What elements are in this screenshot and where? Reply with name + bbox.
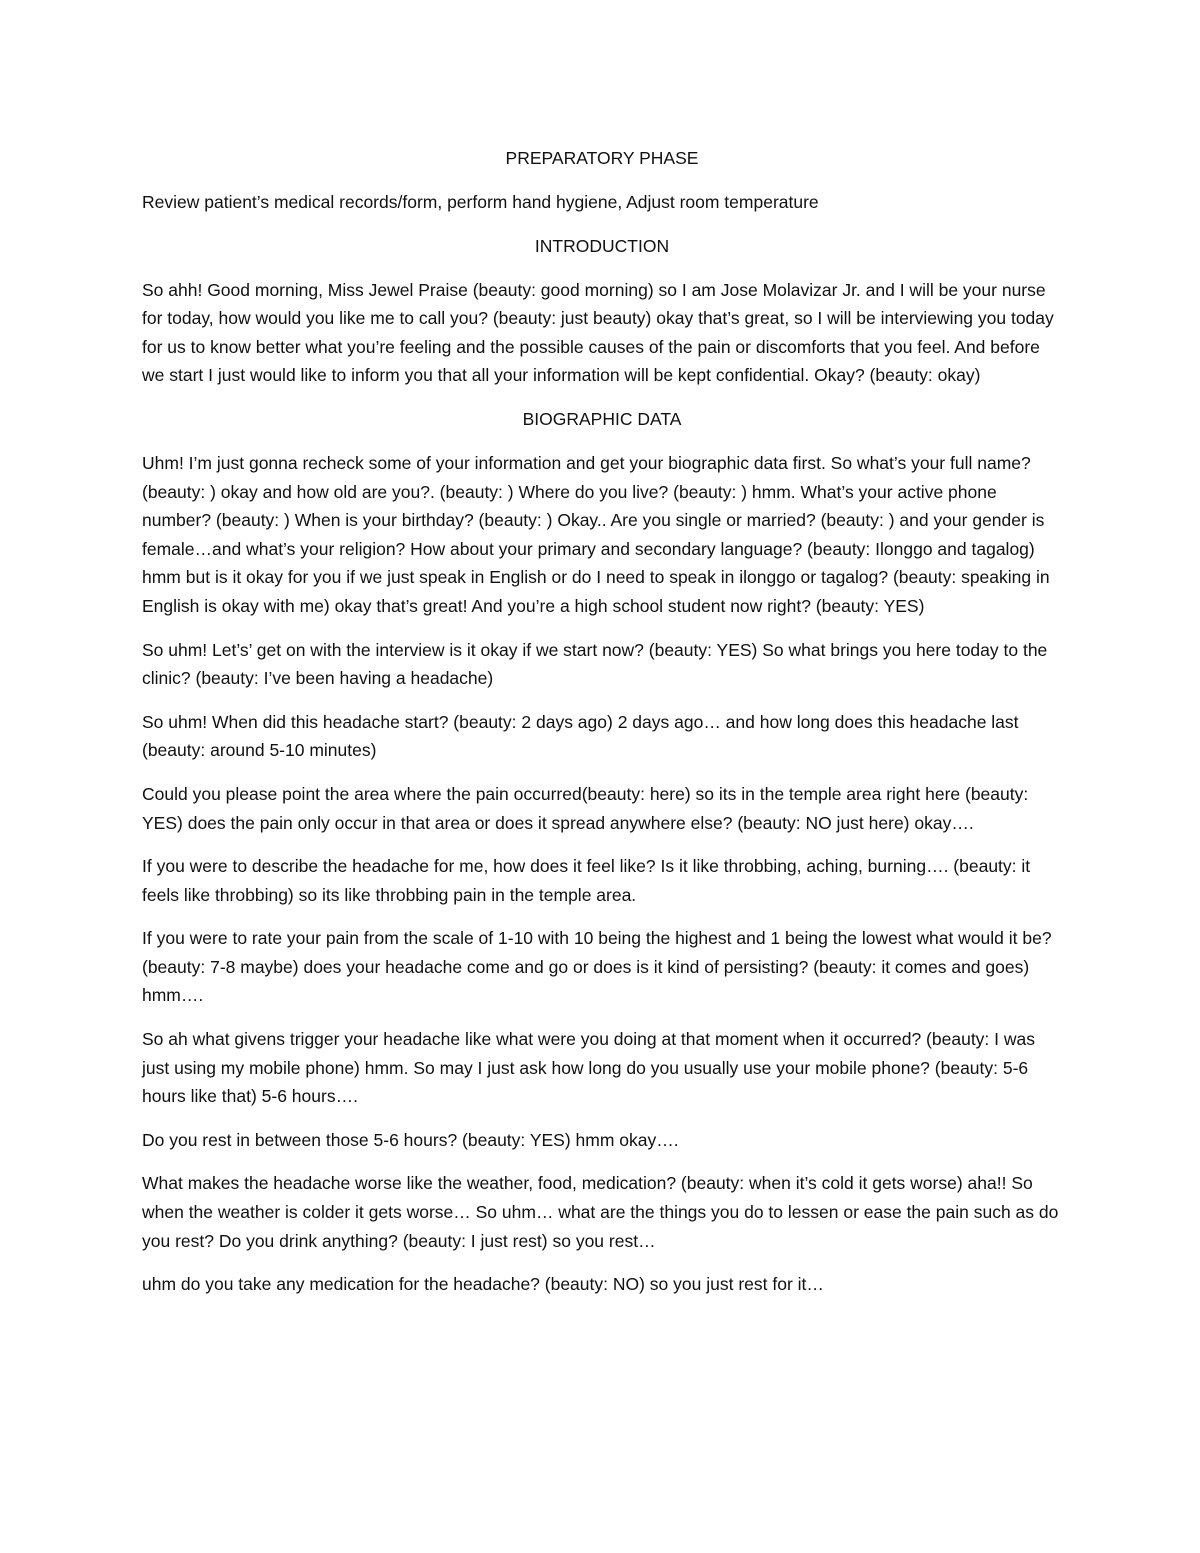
paragraph-medication: uhm do you take any medication for the headache? (beauty: NO) so you just rest for it… bbox=[142, 1274, 824, 1295]
heading-introduction: INTRODUCTION bbox=[534, 235, 670, 256]
heading-biographic-data: BIOGRAPHIC DATA bbox=[522, 408, 682, 429]
paragraph-biographic-data: Uhm! I’m just gonna recheck some of your information and get your biographic data first. So what’s your full name? (beauty: ) okay and how old are you?. (beauty: ) Where do you live? (beauty: ) hmm. What’s your active phone number? (beauty: ) When is your birthday? (beauty: ) Okay.. Are you single or married? (beauty: ) and your gender is female…and what’s your religion? How about your primary and secondary language? (beauty: Ilonggo and tagalog) hmm but is it okay for you if we just speak in English or do I need to speak in ilonggo or tagalog? (beauty: speaking in English is okay with me) okay that’s great! And you’re a high school student now right? (beauty: YES) bbox=[142, 452, 1050, 616]
paragraph-onset-duration: So uhm! When did this headache start? (beauty: 2 days ago) 2 days ago… and how long does this headache last (beauty: around 5-10 minutes) bbox=[142, 711, 1019, 761]
paragraph-aggravating-relieving: What makes the headache worse like the weather, food, medication? (beauty: when it’s cold it gets worse) aha!! So when the weather is colder it gets worse… So uhm… what are the things you do to lessen or ease the pain such as do you rest? Do you drink anything? (beauty: I just rest) so you rest… bbox=[142, 1173, 1059, 1251]
paragraph-severity: If you were to rate your pain from the scale of 1-10 with 10 being the highest and 1 being the lowest what would it be? (beauty: 7-8 maybe) does your headache come and go or does is it kind of persisting? (beauty: it comes and goes) hmm…. bbox=[142, 928, 1052, 1006]
paragraph-quality: If you were to describe the headache for me, how does it feel like? Is it like throbbing, aching, burning…. (beauty: it feels like throbbing) so its like throbbing pain in the temple area. bbox=[142, 856, 1031, 905]
paragraph-trigger: So ah what givens trigger your headache like what were you doing at that moment when it occurred? (beauty: I was just using my mobile phone) hmm. So may I just ask how long do you usually use your mobile phone? (beauty: 5-6 hours like that) 5-6 hours…. bbox=[142, 1029, 1035, 1107]
heading-preparatory-phase: PREPARATORY PHASE bbox=[505, 148, 699, 168]
paragraph-rest: Do you rest in between those 5-6 hours? (beauty: YES) hmm okay…. bbox=[142, 1129, 679, 1150]
paragraph-introduction: So ahh! Good morning, Miss Jewel Praise (beauty: good morning) so I am Jose Molavizar Jr. and I will be your nurse for today, how would you like me to call you? (beauty: just beauty) okay that’s great, so I will be interviewing you today for us to know better what you’re feeling and the possible causes of the pain or discomforts that you feel. And before we start I just would like to inform you that all your information will be kept confidential. Okay? (beauty: okay) bbox=[142, 279, 1054, 386]
paragraph-chief-complaint: So uhm! Let’s’ get on with the interview is it okay if we start now? (beauty: YES) So what brings you here today to the clinic? (beauty: I’ve been having a headache) bbox=[142, 639, 1048, 689]
document-body bbox=[142, 144, 1062, 1314]
paragraph-location: Could you please point the area where the pain occurred(beauty: here) so its in the temple area right here (beauty: YES) does the pain only occur in that area or does it spread anywhere else? (beauty: NO just here) okay…. bbox=[142, 783, 1029, 833]
paragraph-preparatory: Review patient’s medical records/form, perform hand hygiene, Adjust room temperature bbox=[142, 192, 819, 212]
